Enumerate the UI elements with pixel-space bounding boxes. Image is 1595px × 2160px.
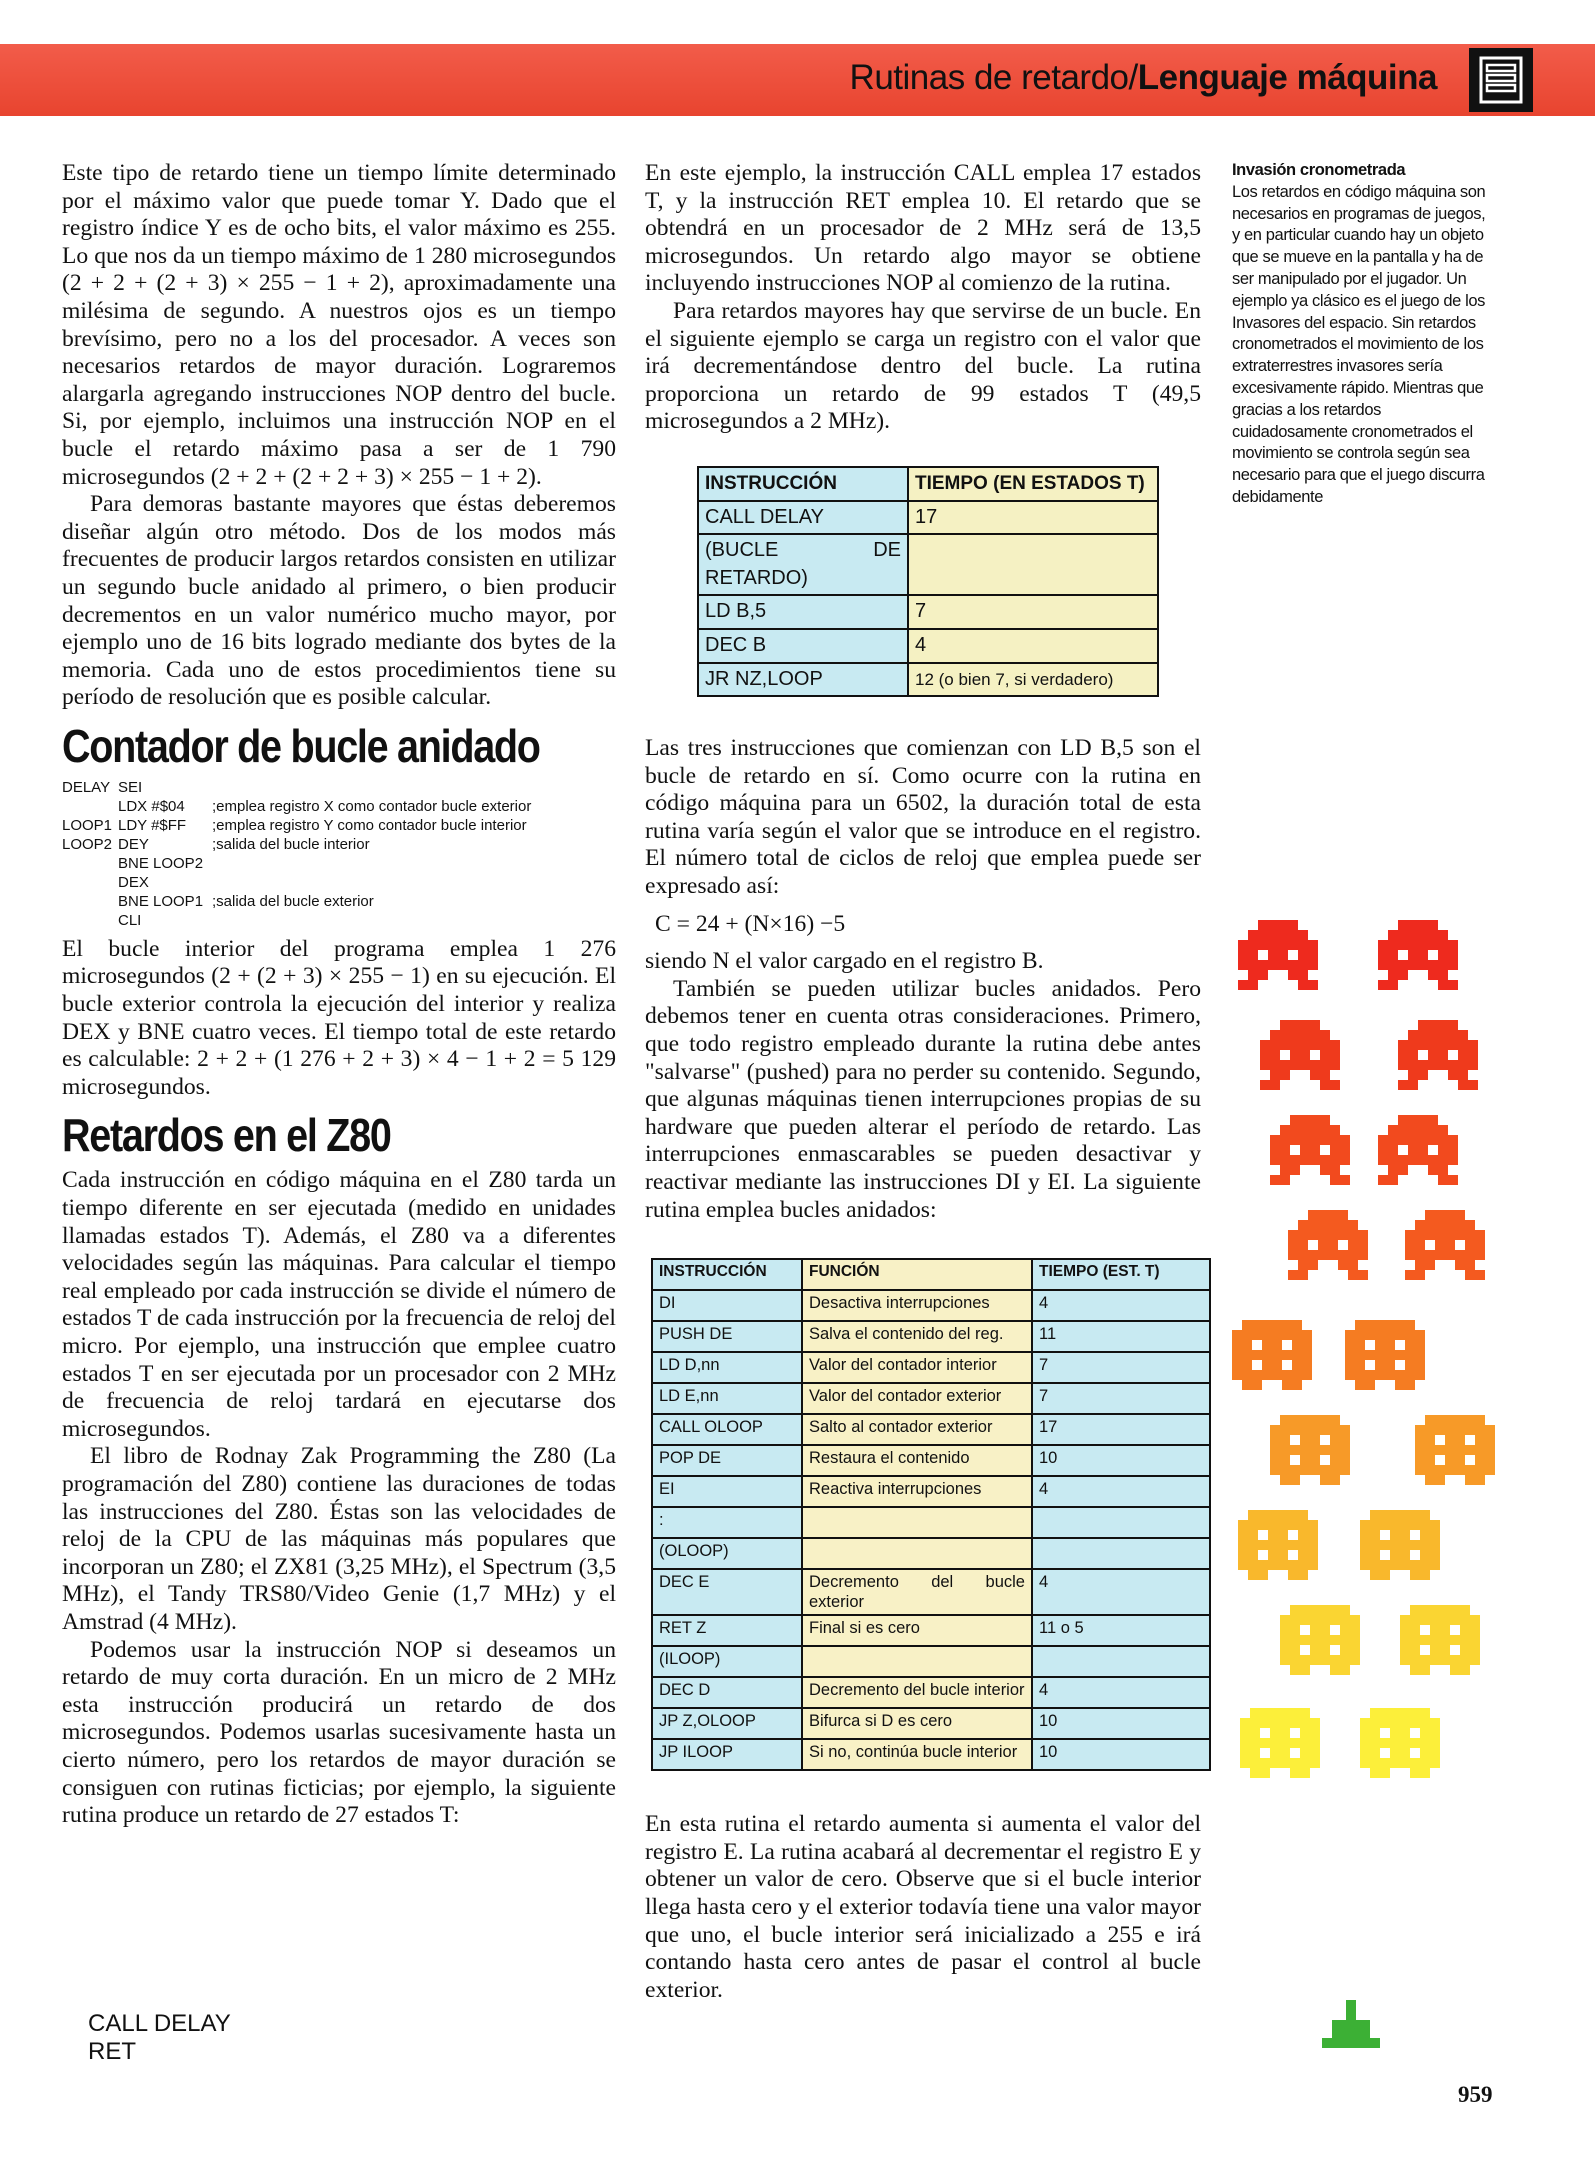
paragraph: El bucle interior del programa emplea 1 276 microsegundos (2 + (2 + 3) × 255 − 1) en su ejecución. El bucle exterior controla la ejecución del interior y realiza DEX y BNE cuatro veces. El tiempo total de este retardo es calculable: 2 + 2 + (1 276 + 2 + 3) × 4 − 1 + 2 = 5 129 microsegundos. — [62, 935, 616, 1100]
space-invader — [1240, 1708, 1320, 1778]
paragraph: También se pueden utilizar bucles anidados. Pero debemos tener en cuenta otras consideraciones. Primero, que todo registro empleado durante la rutina debe antes "salvarse" (pushed) para no perder su contenido. Segundo, que algunas máquinas tienen interrupciones propias de su hardware que pueden alterar el período de retardo. Las interrupciones enmascarables se pueden desactivar y reactivar mediante las instrucciones DI y EI. La siguiente rutina emplea bucles anidados: — [645, 975, 1201, 1223]
column-middle — [645, 160, 1201, 2004]
code-listing-6502: DELAY SEI LDX #$04 ;emplea registro X como contador bucle exterior LOOP1 LDY #$FF ;emplea registro Y como contador bucle interior LOOP2 DEY ;salida del bucle interior BNE LOOP2 DEX BNE LOOP1 ;salida del bucle exterior CLI — [62, 778, 532, 929]
table-nested-loops: INSTRUCCIÓN FUNCIÓN TIEMPO (EST. T) DI Desactiva interrupciones 4 PUSH DE Salva el contenido del reg. 11 LD D,nn Valor del contador interior 7 LD E,nn Valor del contador exterior 7 CALL OLOOP Salto al contador exterior 17 POP DE Restaura el contenido 10 EI Reactiva interrupciones 4 : (OLOOP) DEC E Decremento del bucle exterior 4 RET Z Final si es cero 11 o 5 (ILOOP) DEC D Decremento del bucle interior 4 JP Z,OLOOP Bifurca si D es cero 10 JP ILOOP Si no, continúa bucle interior 10 — [651, 1258, 1211, 1771]
space-invader — [1288, 1210, 1368, 1280]
space-invader — [1405, 1210, 1485, 1280]
formula: C = 24 + (N×16) −5 — [655, 910, 846, 937]
page-number: 959 — [1458, 2082, 1493, 2107]
space-invader — [1232, 1320, 1312, 1390]
paragraph: En este ejemplo, la instrucción CALL emplea 17 estados T, y la instrucción RET emplea 10. El retardo que se obtendrá en un procesador de 2 MHz será de 13,5 microsegundos. Un retardo algo mayor se obtiene incluyendo instrucciones NOP al comienzo de la rutina. — [645, 160, 1201, 297]
space-invader — [1345, 1320, 1425, 1390]
paragraph: Las tres instrucciones que comienzan con LD B,5 son el bucle de retardo en sí. Como ocurre con la rutina en código máquina para un 6502, la duración total de esta rutina varía según el valor que se introduce en el registro. El número total de ciclos de reloj que emplea puede ser expresado así: — [645, 735, 1201, 900]
header-banner — [0, 44, 1595, 116]
paragraph: El libro de Rodnay Zak Programming the Z80 (La programación del Z80) contiene las duraciones de todas las instrucciones del Z80. Éstas son las velocidades de reloj de la CPU de las máquinas más populares que incorporan un Z80; el ZX81 (3,25 MHz), el Spectrum (3,5 MHz), el Tandy TRS80/Video Genie (1,7 MHz) y el Amstrad (4 MHz). — [62, 1443, 616, 1635]
space-invader — [1398, 1020, 1478, 1090]
section-heading-z80: Retardos en el Z80 — [62, 1109, 391, 1162]
space-invader — [1238, 1510, 1318, 1580]
space-invaders-illustration — [1230, 900, 1500, 2070]
sidebar-title: Invasión cronometrada — [1232, 161, 1406, 179]
space-invader — [1378, 1115, 1458, 1185]
space-invader — [1415, 1415, 1495, 1485]
table-delay-loop: INSTRUCCIÓN TIEMPO (EN ESTADOS T) CALL DELAY 17 (BUCLE DE RETARDO) LD B,5 7 DEC B 4 JR NZ,LOOP 12 (o bien 7, si verdadero) — [697, 466, 1159, 697]
paragraph: Para retardos mayores hay que servirse de un bucle. En el siguiente ejemplo se carga un registro con el valor que irá decrementándose dentro del bucle. La rutina proporciona un retardo de 99 estados T (49,5 microsegundos a 2 MHz). — [645, 297, 1201, 435]
column-left — [62, 160, 616, 1830]
space-invader — [1400, 1605, 1480, 1675]
section-heading-nested-loop: Contador de bucle anidado — [62, 719, 540, 772]
space-invader — [1260, 1020, 1340, 1090]
paragraph: Cada instrucción en código máquina en el Z80 tarda un tiempo diferente en ser ejecutada (medido en unidades llamadas estados T). Además, el Z80 va a diferentes velocidades según las máquinas. Para calcular el tiempo real empleado por cada instrucción se divide el número de estados T de cada instrucción por la frecuencia de reloj del micro. Por ejemplo, una instrucción que emplee cuatro estados T en ser ejecutada por un procesador con 2 MHz de frecuencia de reloj tardará en ejecutarse dos microsegundos. — [62, 1167, 616, 1442]
space-invader — [1378, 920, 1458, 990]
sidebar-text: Los retardos en código máquina son necesarios en programas de juegos, y en particular cuando hay un objeto que se mueve en la pantalla y ha de ser manipulado por el jugador. Un ejemplo ya clásico es el juego de los Invasores del espacio. Sin retardos cronometrados el movimiento de los extraterrestres invasores sería excesivamente rápido. Mientras que gracias a los retardos cuidadosamente cronometrados el movimiento se controla según sea necesario para que el juego discurra debidamente — [1232, 182, 1486, 506]
document-icon — [1469, 48, 1533, 112]
space-invader — [1360, 1708, 1440, 1778]
paragraph: En esta rutina el retardo aumenta si aumenta el valor del registro E. La rutina acabará al decrementar el registro E y obtener un valor de cero. Observe que si el bucle interior llega hasta cero y el exterior todavía tiene una valor mayor que uno, el bucle interior será inicializado a 255 e irá contando hasta cero antes de pasar el control al bucle exterior. — [645, 1811, 1201, 2003]
paragraph: Este tipo de retardo tiene un tiempo límite determinado por el máximo valor que puede tomar Y. Dado que el registro índice Y es de ocho bits, el valor máximo es 255. Lo que nos da un tiempo máximo de 1 280 microsegundos (2 + 2 + (2 + 3) × 255 − 1 + 2), aproximadamente una milésima de segundo. A nuestros ojos es un tiempo brevísimo, pero no a los del procesador. A veces son necesarios retardos de mayor duración. Lograremos alargarla agregando instrucciones NOP dentro del bucle. Si, por ejemplo, incluimos una instrucción NOP en el bucle el retardo máximo pasa a ser de 1 790 microsegundos (2 + 2 + (2 + 2 + 3) × 255 − 1 + 2). — [62, 160, 616, 490]
code-listing-z80-call: CALL DELAY RET — [88, 2010, 231, 2065]
page-header-title: Rutinas de retardo/Lenguaje máquina — [849, 58, 1437, 97]
space-invader — [1270, 1115, 1350, 1185]
space-invader — [1270, 1415, 1350, 1485]
laser-cannon — [1322, 2000, 1380, 2048]
space-invader — [1360, 1510, 1440, 1580]
sidebar-caption — [1232, 160, 1494, 509]
space-invader — [1238, 920, 1318, 990]
paragraph: Para demoras bastante mayores que éstas deberemos diseñar algún otro método. Dos de los modos más frecuentes de producir largos retardos consisten en utilizar un segundo bucle anidado al primero, o bien producir decrementos en un valor numérico mucho mayor, por ejemplo uno de 16 bits logrado mediante dos bytes de la memoria. Cada uno de estos procedimientos tiene su período de resolución que es posible calcular. — [62, 491, 616, 711]
paragraph: Podemos usar la instrucción NOP si deseamos un retardo de muy corta duración. En un micro de 2 MHz esta instrucción producirá un retardo de dos microsegundos. Podemos usarlas sucesivamente hasta un cierto número, pero los retardos de mayor duración se consiguen con rutinas ficticias; por ejemplo, la siguiente rutina produce un retardo de 27 estados T: — [62, 1636, 616, 1829]
space-invader — [1280, 1605, 1360, 1675]
paragraph: siendo N el valor cargado en el registro B. — [645, 948, 1044, 975]
